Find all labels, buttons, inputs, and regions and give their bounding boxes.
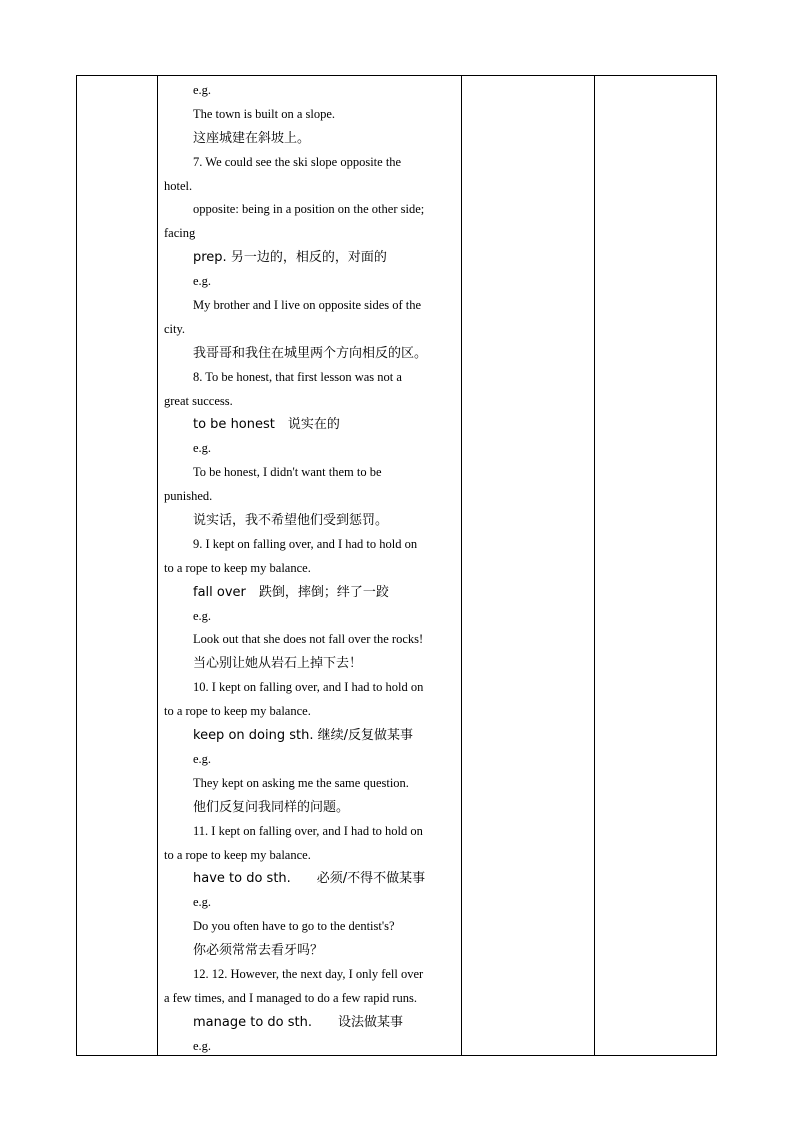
- text-line: e.g.: [193, 83, 212, 97]
- text-line: 这座城建在斜坡上。: [193, 130, 311, 146]
- text-line: fall over 跌倒，摔倒；绊了一跤: [193, 584, 389, 600]
- text-line: The town is built on a slope.: [193, 106, 335, 121]
- text-line: e.g.: [193, 1038, 212, 1053]
- text-line: manage to do sth. 设法做某事: [193, 1014, 403, 1030]
- text-line: to be honest 说实在的: [193, 417, 340, 433]
- text-line: 当心别让她从岩石上掉下去！: [193, 656, 363, 672]
- text-line: great success.: [164, 393, 233, 408]
- text-line: have to do sth. 必须/不得不做某事: [193, 871, 426, 887]
- text-line: 你必须常常去看牙吗？: [193, 943, 324, 959]
- text-line: My brother and I live on opposite sides of the: [193, 298, 422, 313]
- text-line: to a rope to keep my balance.: [164, 704, 311, 719]
- text-line: Do you often have to go to the dentist's?: [193, 919, 395, 934]
- text-line: 12. 12. However, the next day, I only fell over: [193, 966, 424, 981]
- text-line: 10. I kept on falling over, and I had to hold on: [193, 680, 424, 695]
- text-line: To be honest, I didn't want them to be: [193, 465, 382, 480]
- text-line: e.g.: [193, 274, 212, 289]
- text-line: Look out that she does not fall over the rocks!: [193, 632, 424, 647]
- text-line: e.g.: [193, 895, 212, 910]
- text-line: prep. 另一边的，相反的，对面的: [193, 250, 387, 266]
- text-line: 8. To be honest, that first lesson was not a: [193, 369, 402, 384]
- text-line: 7. We could see the ski slope opposite the: [193, 154, 402, 169]
- text-line: 9. I kept on falling over, and I had to hold on: [193, 536, 418, 551]
- column-divider-3: [594, 76, 595, 1055]
- text-line: 他们反复问我同样的问题。: [193, 799, 350, 815]
- text-line: 我哥哥和我住在城里两个方向相反的区。: [193, 345, 428, 361]
- text-line: e.g.: [193, 608, 212, 623]
- text-line: hotel.: [164, 178, 193, 193]
- text-line: to a rope to keep my balance.: [164, 847, 311, 862]
- text-line: opposite: being in a position on the other side;: [193, 202, 425, 217]
- text-line: 11. I kept on falling over, and I had to hold on: [193, 823, 423, 838]
- notes-cell: [164, 79, 456, 1059]
- column-divider-2: [461, 76, 462, 1055]
- text-line: facing: [164, 226, 196, 241]
- text-line: They kept on asking me the same question.: [193, 775, 409, 790]
- text-line: to a rope to keep my balance.: [164, 560, 311, 575]
- text-line: city.: [164, 321, 186, 336]
- text-line: e.g.: [193, 441, 212, 456]
- text-line: 说实话，我不希望他们受到惩罚。: [193, 513, 389, 529]
- text-line: punished.: [164, 489, 213, 504]
- column-divider-1: [157, 76, 158, 1055]
- text-line: keep on doing sth. 继续/反复做某事: [193, 728, 413, 744]
- lesson-table: [76, 75, 717, 1056]
- text-line: a few times, and I managed to do a few rapid runs.: [164, 990, 418, 1005]
- text-line: e.g.: [193, 751, 212, 766]
